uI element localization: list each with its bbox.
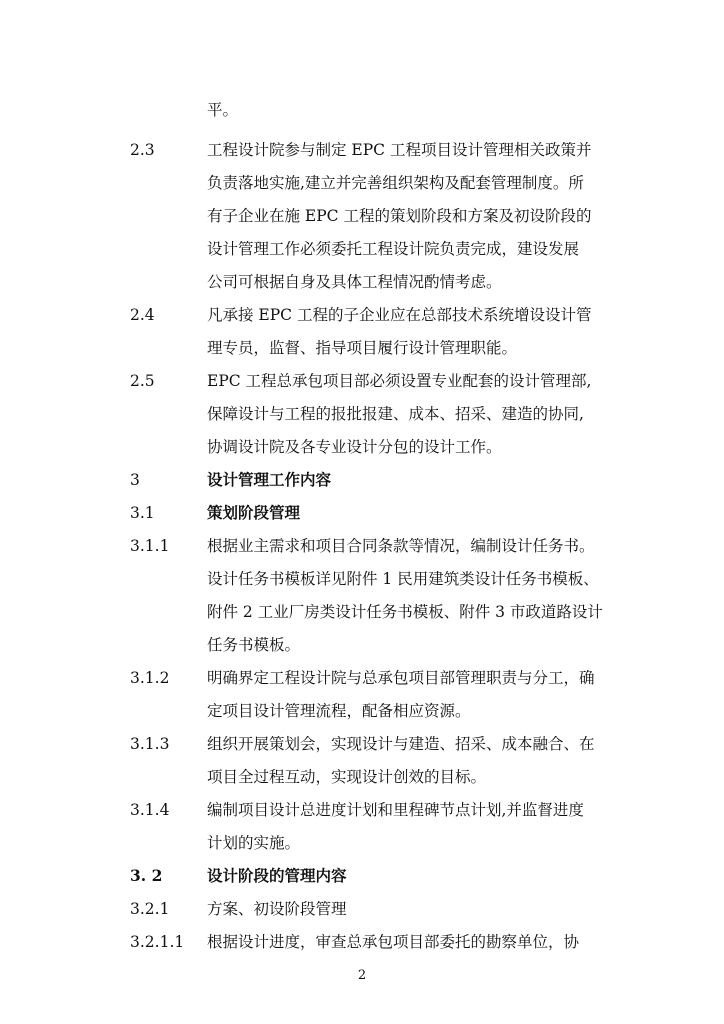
section-heading: 设计阶段的管理内容: [207, 866, 347, 885]
line-text: 附件 2 工业厂房类设计任务书模板、附件 3 市政道路设计: [207, 603, 603, 621]
line-text: 明确界定工程设计院与总承包项目部管理职责与分工，确: [207, 669, 595, 687]
section-number: 3.1.4: [130, 801, 170, 819]
line-text: 任务书模板。: [207, 636, 301, 654]
section-number: 3.1.1: [130, 537, 170, 555]
section-number: 3.1.3: [130, 735, 170, 753]
line-text: 负责落地实施,建立并完善组织架构及配套管理制度。所: [207, 174, 584, 192]
section-number: 3.2.1.1: [130, 933, 185, 951]
section-number: 3: [130, 471, 140, 489]
page-number: 2: [357, 968, 367, 983]
line-text: 设计任务书模板详见附件 1 民用建筑类设计任务书模板、: [207, 570, 599, 588]
line-text: 设计管理工作必须委托工程设计院负责完成，建设发展: [207, 240, 580, 258]
section-number: 3.1.2: [130, 669, 170, 687]
line-text: 凡承接 EPC 工程的子企业应在总部技术系统增设设计管: [207, 306, 592, 324]
line-text: 平。: [207, 101, 239, 119]
section-number: 3.2.1: [130, 900, 170, 918]
section-number: 3.1: [130, 504, 155, 522]
line-text: 编制项目设计总进度计划和里程碑节点计划,并监督进度: [207, 801, 584, 819]
line-text: 方案、初设阶段管理: [207, 900, 347, 918]
line-text: 项目全过程互动，实现设计创效的目标。: [207, 768, 487, 786]
line-text: 理专员，监督、指导项目履行设计管理职能。: [207, 339, 518, 357]
line-text: 工程设计院参与制定 EPC 工程项目设计管理相关政策并: [207, 141, 592, 159]
line-text: 计划的实施。: [207, 834, 301, 852]
line-text: EPC 工程总承包项目部必须设置专业配套的设计管理部,: [207, 372, 592, 390]
section-number: 2.5: [130, 372, 155, 390]
line-text: 定项目设计管理流程，配备相应资源。: [207, 702, 471, 720]
section-heading: 策划阶段管理: [207, 503, 301, 522]
line-text: 组织开展策划会，实现设计与建造、招采、成本融合、在: [207, 735, 595, 753]
line-text: 根据设计进度，审查总承包项目部委托的勘察单位，协: [207, 933, 580, 951]
line-text: 根据业主需求和项目合同条款等情况，编制设计任务书。: [207, 537, 595, 555]
section-number: 2.4: [130, 306, 155, 324]
section-number: 3. 2: [130, 866, 163, 885]
line-text: 保障设计与工程的报批报建、成本、招采、建造的协同,: [207, 405, 584, 423]
line-text: 协调设计院及各专业设计分包的设计工作。: [207, 438, 502, 456]
section-heading: 设计管理工作内容: [207, 470, 332, 489]
section-number: 2.3: [130, 141, 155, 159]
line-text: 公司可根据自身及具体工程情况酌情考虑。: [207, 273, 502, 291]
line-text: 有子企业在施 EPC 工程的策划阶段和方案及初设阶段的: [207, 207, 592, 225]
